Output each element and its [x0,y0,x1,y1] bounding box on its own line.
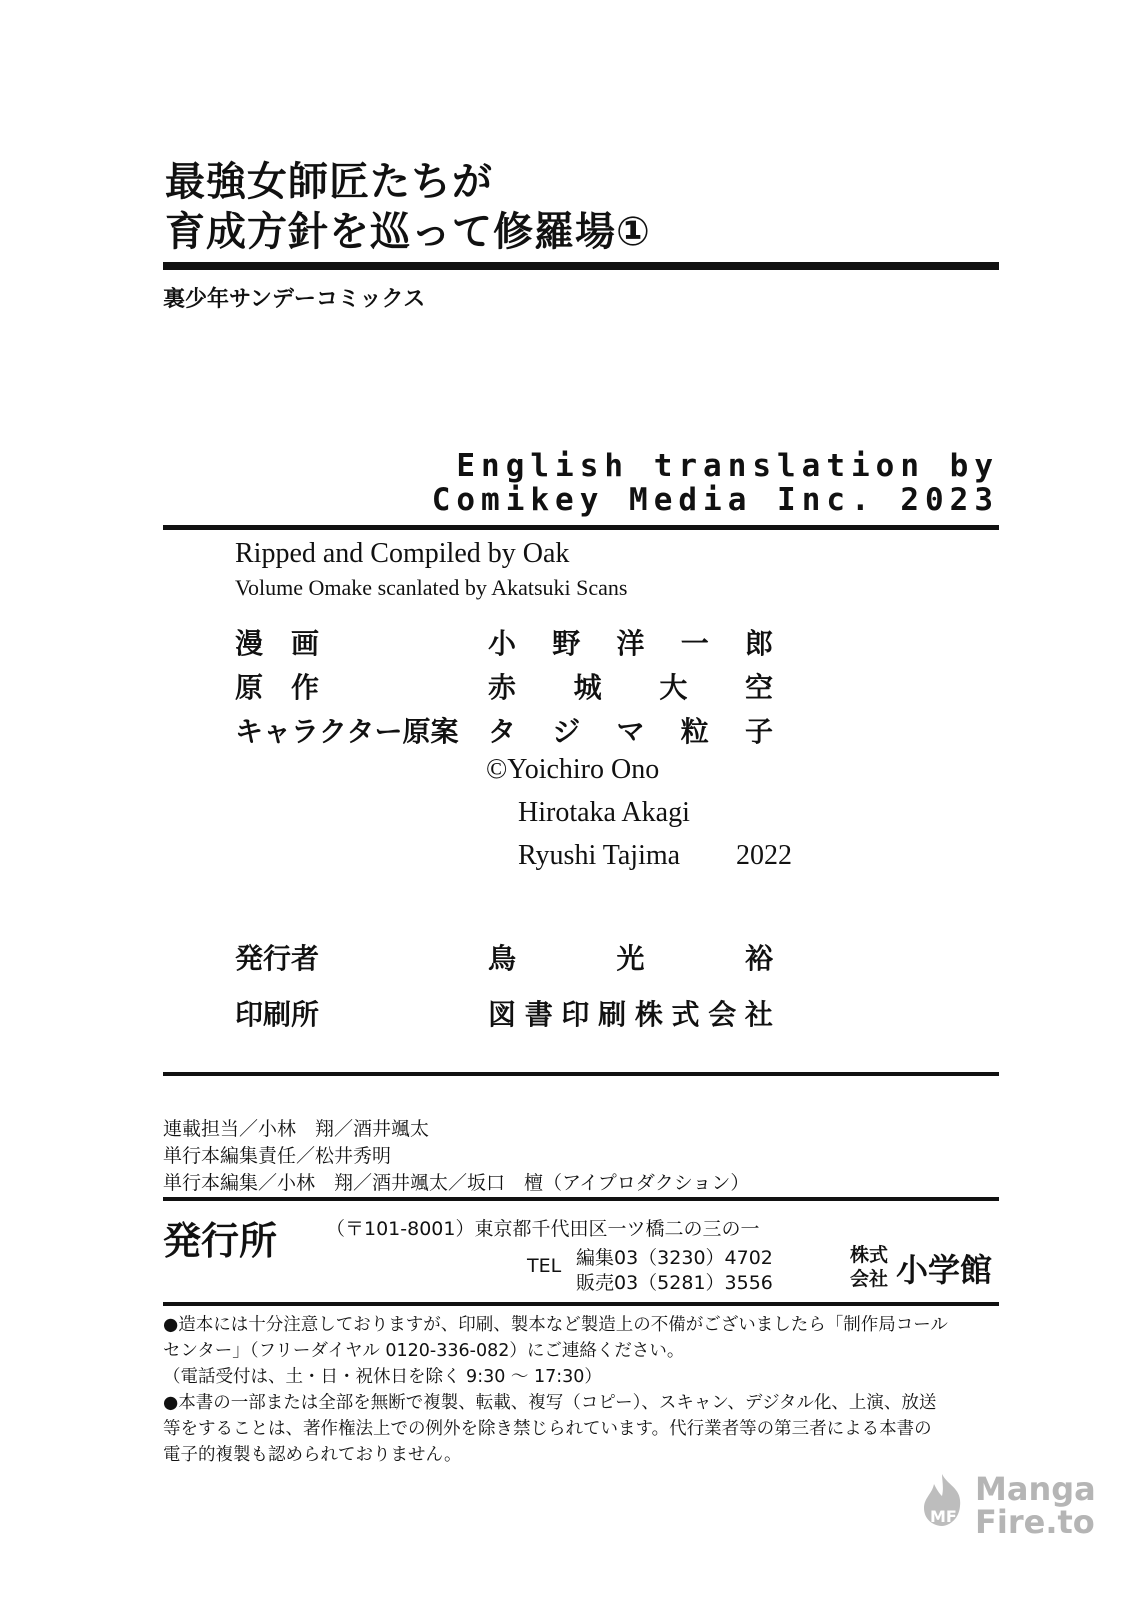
office-address: （〒101-8001）東京都千代田区一ツ橋二の三の一 [326,1218,760,1240]
publisher-role: 発行者 [235,942,320,975]
copyright-line1: ©Yoichiro Ono [486,754,660,785]
watermark-line2: Fire.to [975,1503,1095,1541]
translation-line2: Comikey Media Inc. 2023 [431,482,999,518]
staff-line1: 連載担当／小林 翔／酒井颯太 [163,1118,430,1140]
staff-line3: 単行本編集／小林 翔／酒井颯太／坂口 檀（アイプロダクション） [163,1172,750,1194]
scanlation-line1: Ripped and Compiled by Oak [235,538,570,569]
copyright-line3: Ryushi Tajima [518,840,681,871]
company-type-1: 株式 [850,1244,889,1266]
printer-name: 図 書 印 刷 株 式 会 社 [488,998,773,1031]
credit-role-manga: 漫 画 [235,627,320,660]
svg-text:MF: MF [930,1507,957,1526]
translation-divider [163,525,999,530]
title-divider [163,262,999,270]
credit-name-original: 赤 城 大 空 [488,671,773,704]
notice-line3: （電話受付は、土・日・祝休日を除く 9:30 ～ 17:30） [163,1367,602,1387]
copyright-line2: Hirotaka Akagi [518,797,690,828]
company-name: 小学館 [896,1251,993,1289]
credit-role-original: 原 作 [235,671,320,704]
notice-divider-top [163,1302,999,1306]
flame-logo-icon [912,1470,972,1530]
staff-divider-top [163,1072,999,1076]
office-divider-top [163,1197,999,1201]
credit-role-character: キャラクター原案 [235,715,459,748]
staff-line2: 単行本編集責任／松井秀明 [163,1145,392,1167]
office-label: 発行所 [163,1219,278,1263]
notice-line4: ●本書の一部または全部を無断で複製、転載、複写（コピー）、スキャン、デジタル化、上演、放送 [163,1393,937,1413]
book-title-line1: 最強女師匠たちが [165,159,493,205]
translation-line1: English translation by [456,448,999,484]
office-tel-sales: 販売03（5281）3556 [576,1272,773,1294]
notice-line1: ●造本には十分注意しておりますが、印刷、製本など製造上の不備がございましたら「制作局コール [163,1315,948,1335]
watermark-line1: Manga [975,1470,1096,1508]
printer-role: 印刷所 [235,998,320,1031]
company-type-2: 会社 [850,1268,889,1290]
credit-name-character: タ ジ マ 粒 子 [488,715,773,748]
copyright-year: 2022 [736,840,792,871]
publisher-name: 鳥 光 裕 [488,942,773,975]
notice-line2: センター」（フリーダイヤル 0120-336-082）にご連絡ください。 [163,1341,685,1361]
office-tel-edit: 編集03（3230）4702 [576,1247,773,1269]
notice-line6: 電子的複製も認められておりません。 [163,1445,462,1465]
book-title-line2: 育成方針を巡って修羅場① [165,209,651,255]
scanlation-line2: Volume Omake scanlated by Akatsuki Scans [235,575,628,600]
notice-line5: 等をすることは、著作権法上での例外を除き禁じられています。代行業者等の第三者による本書の [163,1419,932,1439]
office-tel-label: TEL [527,1255,562,1277]
series-name: 裏少年サンデーコミックス [163,287,426,312]
credit-name-manga: 小 野 洋 一 郎 [488,627,773,660]
